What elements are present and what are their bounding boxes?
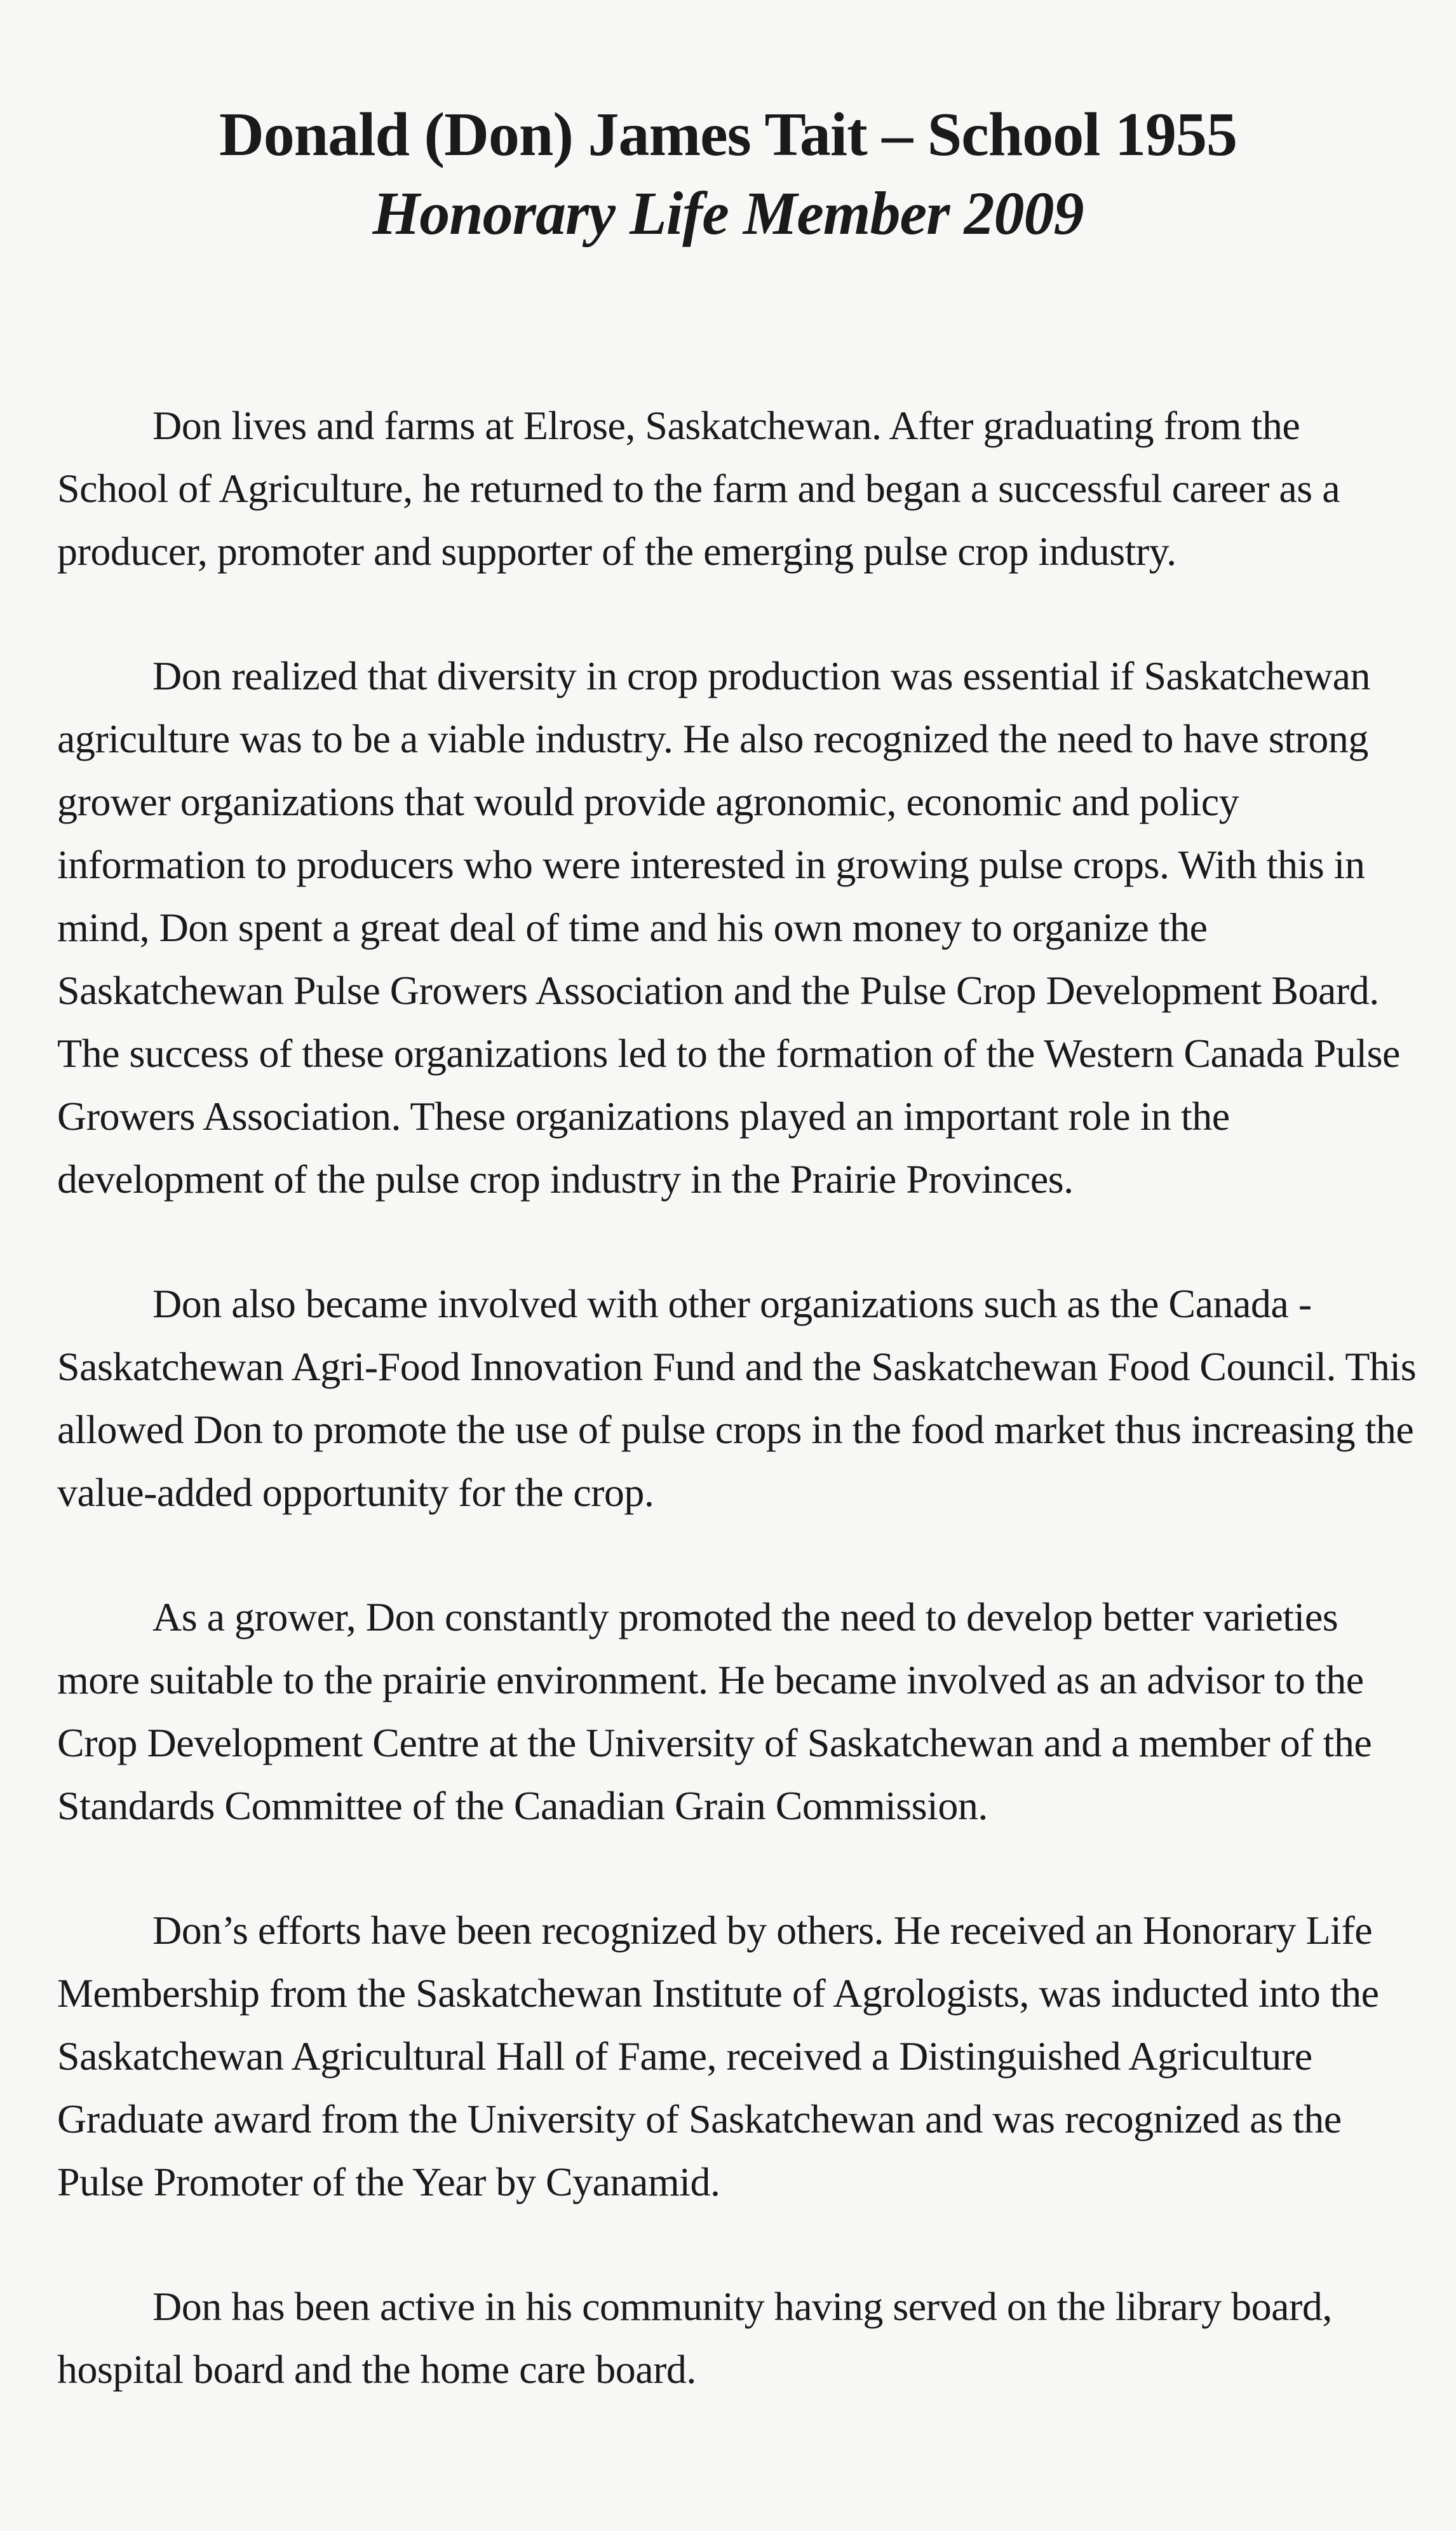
page-title: Donald (Don) James Tait – School 1955 [219,100,1237,169]
document-body [57,394,1417,2462]
paragraph-recognition: Don’s efforts have been recognized by others. He received an Honorary Life Membership from the Saskatchewan Institute of Agrologists, was inducted into the Saskatchewan Agricultural Hall of Fame, received a Distinguished Agriculture Graduate award from the University of Saskatchewan and was recognized as the Pulse Promoter of the Year by Cyanamid. [57,1908,1379,2204]
paragraph-varieties: As a grower, Don constantly promoted the need to develop better varieties more suitable to the prairie environment. He became involved as an advisor to the Crop Development Centre at the University of Saskatchewan and a member of the Standards Committee of the Canadian Grain Commission. [57,1594,1372,1828]
paragraph-organizations: Don realized that diversity in crop production was essential if Saskatchewan agriculture was to be a viable industry. He also recognized the need to have strong grower organizations that would provide agronomic, economic and policy information to producers who were interested in growing pulse crops. With this in mind, Don spent a great deal of time and his own money to organize the Saskatchewan Pulse Growers Association and the Pulse Crop Development Board. The success of these organizations led to the formation of the Western Canada Pulse Growers Association. These organizations played an important role in the development of the pulse crop industry in the Prairie Provinces. [57,653,1400,1202]
paragraph-community: Don has been active in his community having served on the library board, hospital board and the home care board. [57,2284,1332,2392]
paragraph-food-market: Don also became involved with other organizations such as the Canada - Saskatchewan Agri-Food Innovation Fund and the Saskatchewan Food Council. This allowed Don to promote the use of pulse crops in the food market thus increasing the value-added opportunity for the crop. [57,1281,1417,1515]
page-subtitle: Honorary Life Member 2009 [372,179,1084,247]
paragraph-career: Don lives and farms at Elrose, Saskatchewan. After graduating from the School of Agriculture, he returned to the farm and began a successful career as a producer, promoter and supporter of the emerging pulse crop industry. [57,403,1340,574]
document-header [0,95,1456,253]
